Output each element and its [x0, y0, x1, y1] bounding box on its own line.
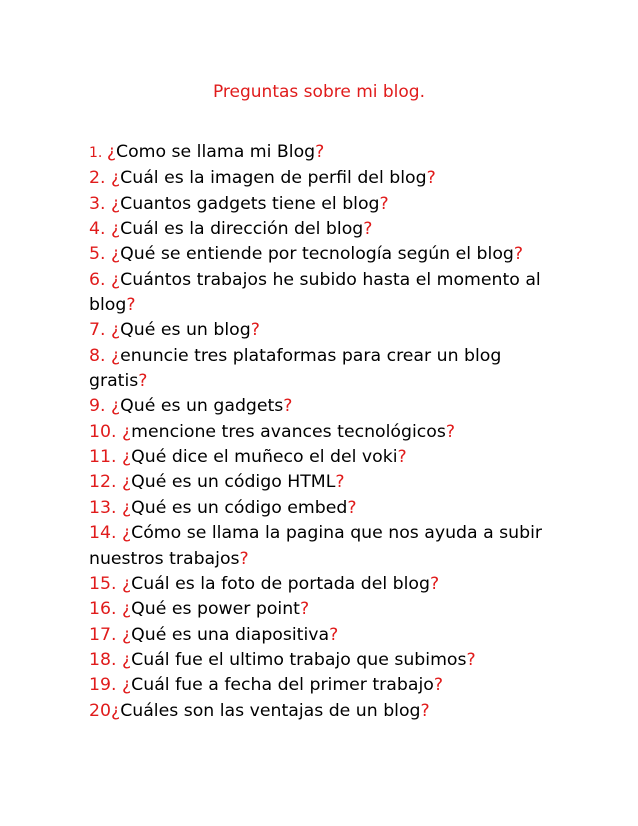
list-item	[89, 394, 559, 419]
question-text: Qué es una diapositiva	[131, 624, 330, 645]
list-item	[89, 673, 559, 698]
question-number: 3.	[89, 193, 111, 214]
question-close-mark: ?	[138, 371, 148, 392]
question-close-mark: ?	[239, 548, 249, 569]
question-number: 13.	[89, 497, 122, 518]
question-close-mark: ?	[283, 396, 293, 417]
list-item	[89, 166, 559, 191]
question-text: Cómo se llama la pagina que nos ayuda a subir nuestros trabajos	[89, 523, 543, 569]
question-close-mark: ?	[466, 649, 476, 670]
question-text: Cuantos gadgets tiene el blog	[120, 193, 380, 214]
question-number: 4.	[89, 219, 111, 240]
question-close-mark: ?	[363, 219, 373, 240]
list-item	[89, 623, 559, 648]
question-close-mark: ?	[315, 142, 325, 162]
question-open-mark: ¿	[110, 269, 121, 290]
question-text: Cuáles son las ventajas de un blog	[120, 700, 421, 721]
question-text: Cuál es la imagen de perfil del blog	[120, 168, 427, 189]
question-open-mark: ¿	[111, 700, 121, 721]
question-open-mark: ¿	[110, 244, 121, 265]
list-item	[89, 140, 559, 166]
question-open-mark: ¿	[121, 523, 132, 544]
list-item	[89, 217, 559, 242]
list-item	[89, 268, 559, 319]
list-item	[89, 648, 559, 673]
question-number: 1.	[89, 145, 107, 161]
question-number: 15.	[89, 573, 122, 594]
list-item	[89, 242, 559, 267]
list-item	[89, 192, 559, 217]
question-text: enuncie tres plataformas para crear un blog gratis	[89, 345, 502, 392]
question-open-mark: ¿	[110, 345, 121, 366]
question-close-mark: ?	[420, 700, 430, 721]
question-text: Como se llama mi Blog	[116, 142, 316, 162]
question-close-mark: ?	[250, 320, 260, 341]
list-item	[89, 344, 559, 395]
question-close-mark: ?	[335, 472, 345, 493]
question-text: Cuántos trabajos he subido hasta el momento al blog	[89, 269, 541, 316]
question-open-mark: ¿	[110, 193, 121, 214]
list-item	[89, 445, 559, 470]
question-text: Qué dice el muñeco el del voki	[131, 447, 398, 468]
question-list	[89, 140, 559, 724]
list-item	[89, 699, 559, 724]
question-text: Qué es power point	[131, 599, 300, 620]
question-close-mark: ?	[426, 168, 436, 189]
question-text: Cuál es la dirección del blog	[120, 219, 364, 240]
question-number: 5.	[89, 244, 111, 265]
question-text: Cuál es la foto de portada del blog	[131, 573, 430, 594]
question-open-mark: ¿	[121, 624, 132, 645]
question-close-mark: ?	[299, 599, 310, 620]
question-open-mark: ¿	[121, 573, 132, 594]
question-close-mark: ?	[429, 573, 440, 594]
question-open-mark: ¿	[121, 599, 132, 620]
list-item	[89, 420, 559, 445]
question-close-mark: ?	[126, 295, 136, 316]
question-open-mark: ¿	[121, 421, 132, 442]
question-number: 7.	[89, 320, 111, 341]
question-open-mark: ¿	[110, 219, 121, 240]
question-number: 19.	[89, 675, 122, 696]
question-text: Cuál fue el ultimo trabajo que subimos	[131, 649, 467, 670]
question-close-mark: ?	[513, 244, 524, 265]
question-close-mark: ?	[379, 193, 389, 214]
page-title: Preguntas sobre mi blog.	[212, 82, 426, 102]
question-close-mark: ?	[445, 421, 456, 442]
question-number: 20	[89, 700, 111, 721]
question-number: 14.	[89, 523, 122, 544]
list-item	[89, 318, 559, 343]
question-open-mark: ¿	[106, 142, 116, 162]
question-open-mark: ¿	[121, 472, 132, 493]
question-close-mark: ?	[433, 675, 444, 696]
question-text: Qué es un código embed	[131, 497, 348, 518]
question-number: 6.	[89, 269, 111, 290]
question-close-mark: ?	[397, 447, 407, 468]
question-text: Qué se entiende por tecnología según el blog	[120, 244, 514, 265]
question-open-mark: ¿	[110, 320, 121, 341]
question-text: Qué es un blog	[120, 320, 251, 341]
question-text: Qué es un gadgets	[120, 396, 284, 417]
question-close-mark: ?	[347, 497, 357, 518]
question-number: 12.	[89, 472, 122, 493]
question-number: 9.	[89, 396, 111, 417]
list-item	[89, 496, 559, 521]
question-number: 10.	[89, 421, 122, 442]
question-number: 11.	[89, 447, 122, 468]
question-open-mark: ¿	[121, 497, 132, 518]
question-open-mark: ¿	[110, 168, 121, 189]
question-number: 8.	[89, 345, 111, 366]
question-number: 17.	[89, 624, 122, 645]
question-open-mark: ¿	[121, 447, 132, 468]
question-open-mark: ¿	[110, 396, 121, 417]
question-text: mencione tres avances tecnológicos	[131, 421, 446, 442]
question-number: 16.	[89, 599, 122, 620]
question-open-mark: ¿	[121, 675, 132, 696]
question-text: Cuál fue a fecha del primer trabajo	[131, 675, 434, 696]
question-text: Qué es un código HTML	[131, 472, 336, 493]
question-number: 2.	[89, 168, 111, 189]
list-item	[89, 521, 559, 572]
list-item	[89, 597, 559, 622]
question-open-mark: ¿	[121, 649, 132, 670]
question-close-mark: ?	[329, 624, 339, 645]
question-number: 18.	[89, 649, 122, 670]
list-item	[89, 572, 559, 597]
list-item	[89, 470, 559, 495]
